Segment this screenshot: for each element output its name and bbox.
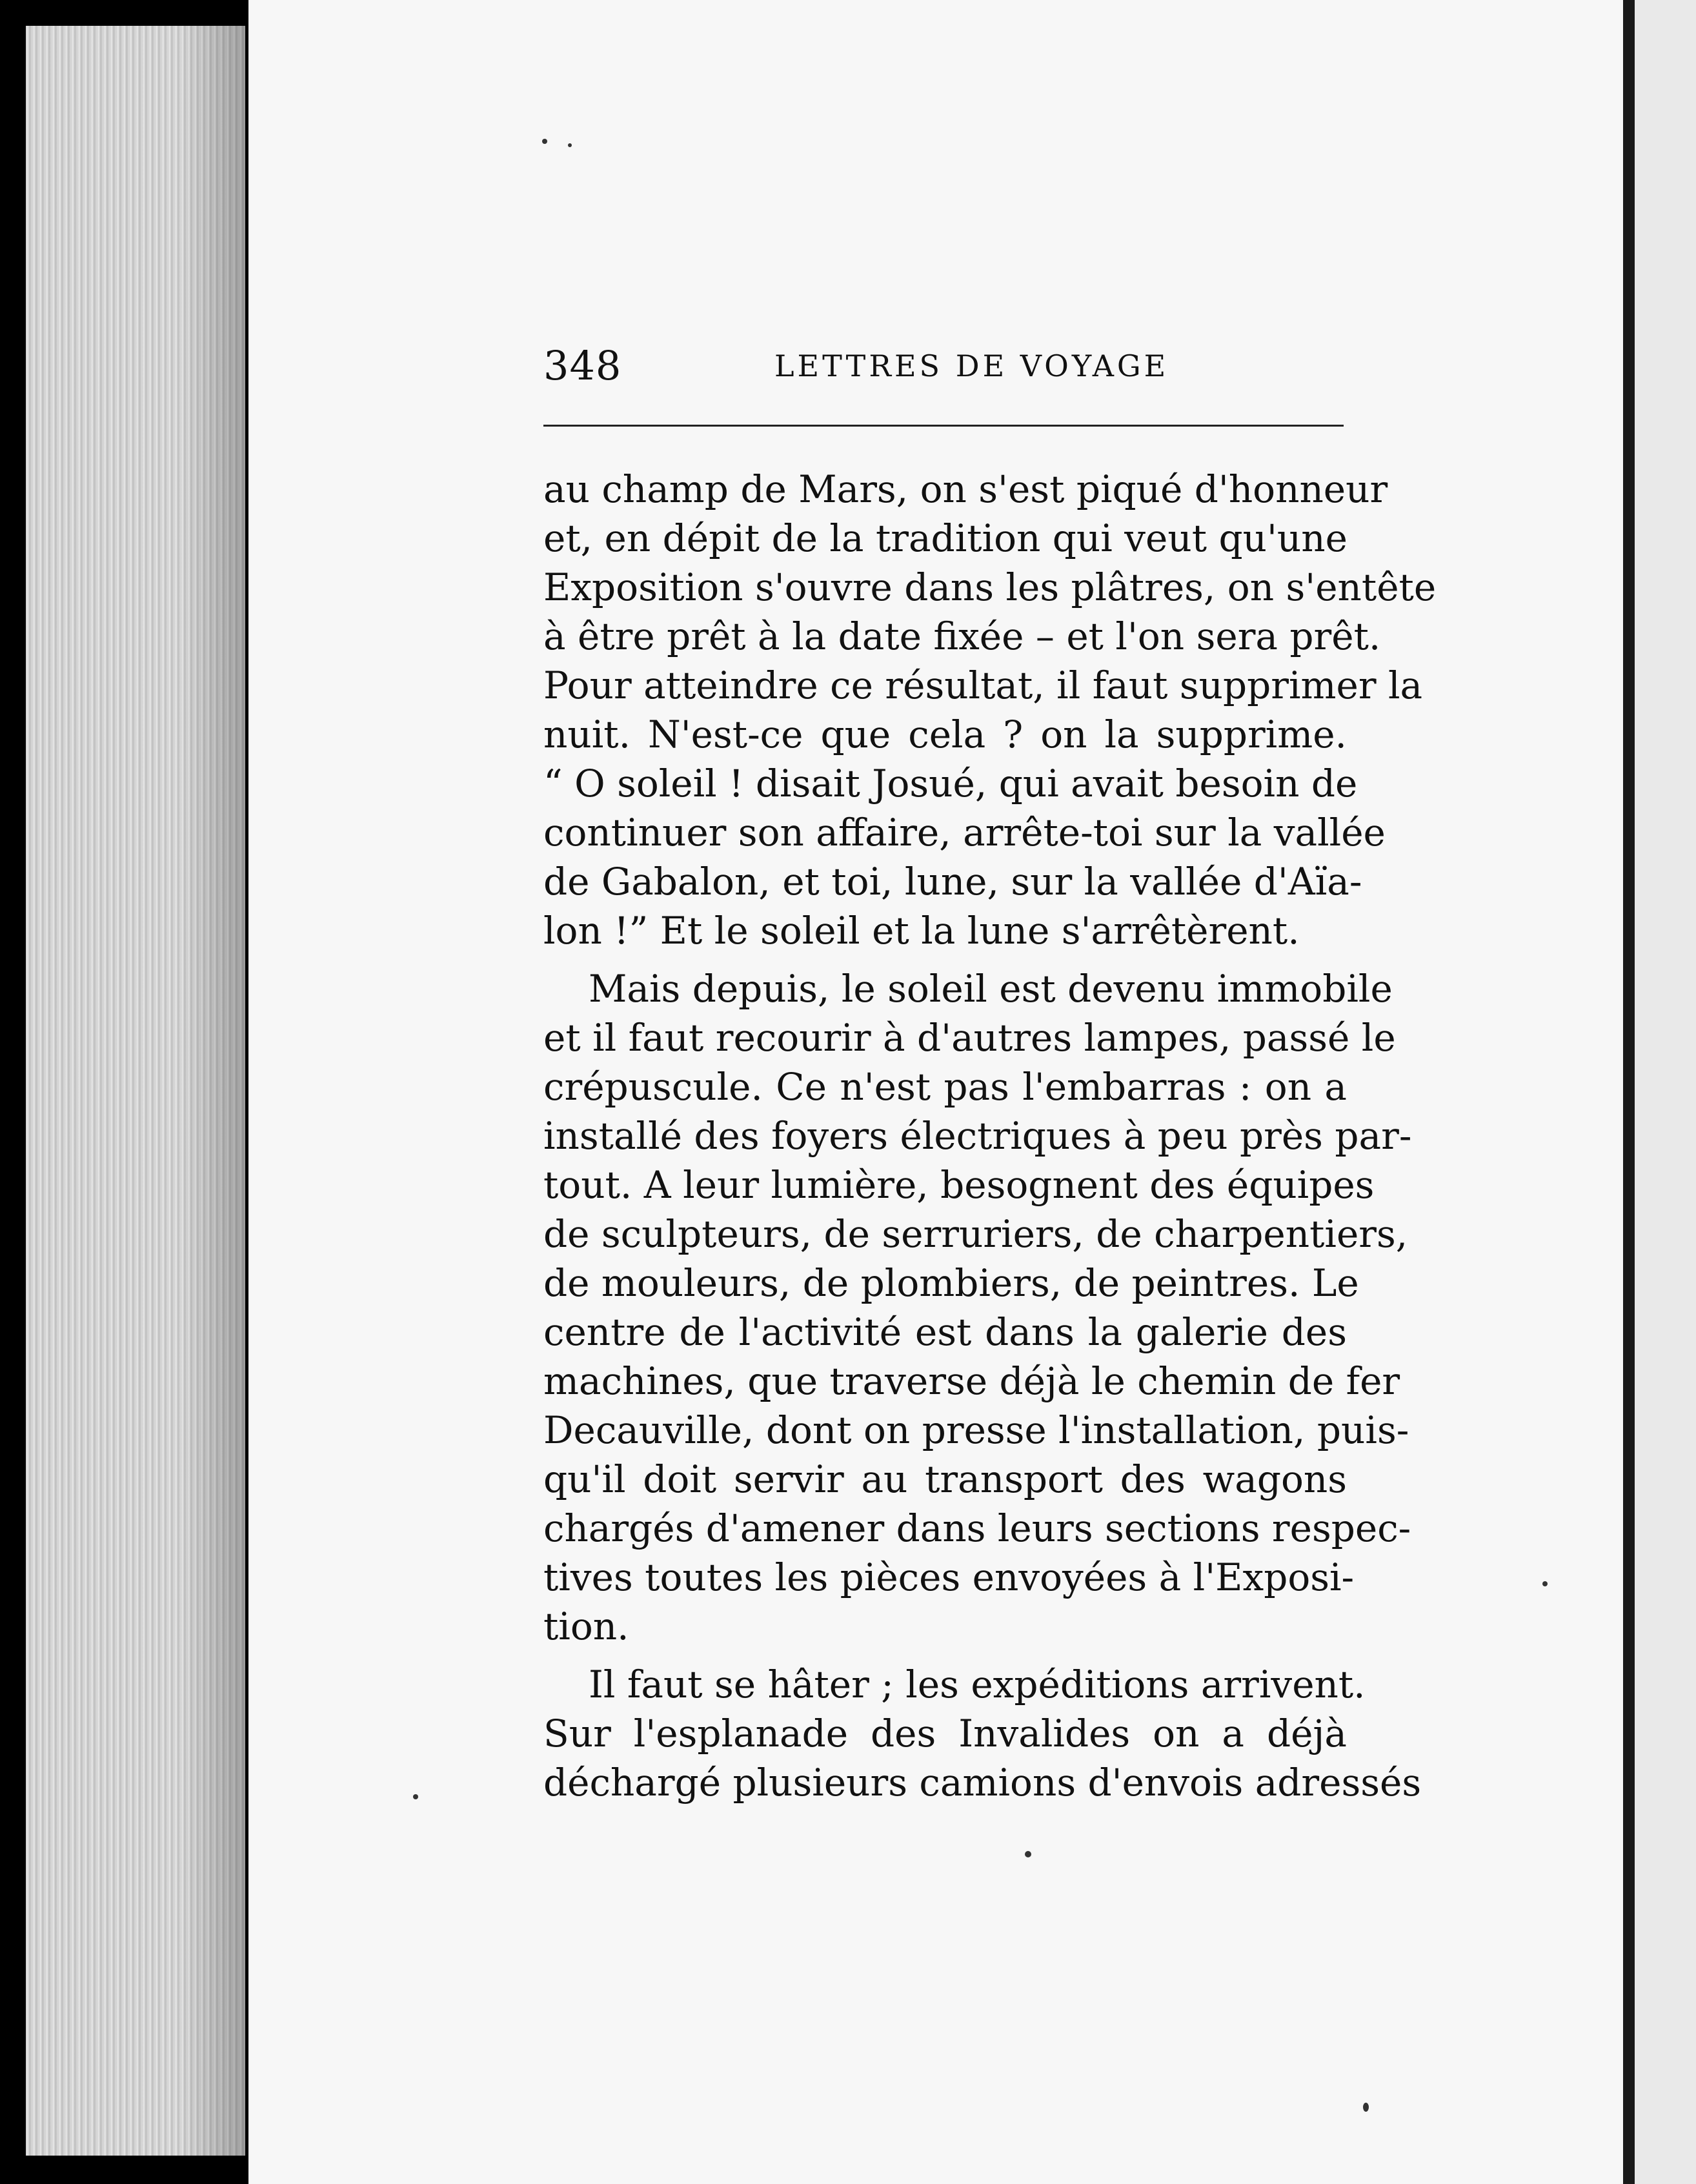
text-line: machines, que traverse déjà le chemin de fer [543, 1359, 1400, 1403]
adjacent-page-edge [1635, 0, 1696, 2184]
text-line: crépuscule. Ce n'est pas l'embarras : on a [543, 1065, 1347, 1109]
text-line: Il faut se hâter ; les expéditions arrivent. [589, 1663, 1366, 1706]
page-number: 348 [543, 342, 622, 389]
scan-speck [542, 139, 547, 144]
page-header [543, 336, 1344, 394]
text-line: lon !” Et le soleil et la lune s'arrêtèrent. [543, 909, 1300, 953]
text-line: Pour atteindre ce résultat, il faut supprimer la [543, 663, 1423, 707]
text-line: de mouleurs, de plombiers, de peintres. Le [543, 1261, 1359, 1305]
text-line: et, en dépit de la tradition qui veut qu'une [543, 516, 1348, 560]
paragraph [543, 964, 1412, 1651]
text-line: Mais depuis, le soleil est devenu immobile [589, 967, 1393, 1011]
header-rule [543, 425, 1344, 427]
scan-speck [568, 143, 572, 147]
text-line: centre de l'activité est dans la galerie des [543, 1310, 1347, 1354]
text-line: chargés d'amener dans leurs sections respec- [543, 1506, 1411, 1550]
text-line: continuer son affaire, arrête-toi sur la vallée [543, 811, 1386, 854]
text-line: déchargé plusieurs camions d'envois adressés [543, 1761, 1422, 1805]
paragraph [543, 1660, 1422, 1807]
text-line: à être prêt à la date fixée – et l'on sera prêt. [543, 614, 1381, 658]
text-line: de Gabalon, et toi, lune, sur la vallée d'Aïa- [543, 860, 1362, 904]
body-text [543, 465, 1437, 1807]
text-line: Decauville, dont on presse l'installation, puis- [543, 1408, 1409, 1452]
text-line: Sur l'esplanade des Invalides on a déjà [543, 1712, 1347, 1755]
scan-speck [1025, 1851, 1031, 1857]
text-line: Exposition s'ouvre dans les plâtres, on s'entête [543, 565, 1437, 609]
text-line: qu'il doit servir au transport des wagons [543, 1457, 1347, 1501]
paragraph [543, 465, 1437, 955]
text-line: “ O soleil ! disait Josué, qui avait besoin de [543, 762, 1358, 805]
text-line: et il faut recourir à d'autres lampes, passé le [543, 1016, 1396, 1060]
scan-speck [1363, 2103, 1369, 2112]
scan-speck [413, 1794, 418, 1799]
text-line: tion. [543, 1604, 629, 1648]
text-line: nuit. N'est-ce que cela ? on la supprime. [543, 713, 1347, 756]
text-line: au champ de Mars, on s'est piqué d'honneur [543, 467, 1388, 511]
running-title: LETTRES DE VOYAGE [774, 349, 1169, 383]
page-border-strip [1623, 0, 1635, 2184]
text-line: installé des foyers électriques à peu près par- [543, 1114, 1412, 1158]
gutter-shadow [181, 26, 245, 2156]
scan-speck [1542, 1581, 1548, 1586]
text-line: de sculpteurs, de serruriers, de charpentiers, [543, 1212, 1408, 1256]
text-line: tives toutes les pièces envoyées à l'Exposi- [543, 1555, 1355, 1599]
text-line: tout. A leur lumière, besognent des équipes [543, 1163, 1375, 1207]
